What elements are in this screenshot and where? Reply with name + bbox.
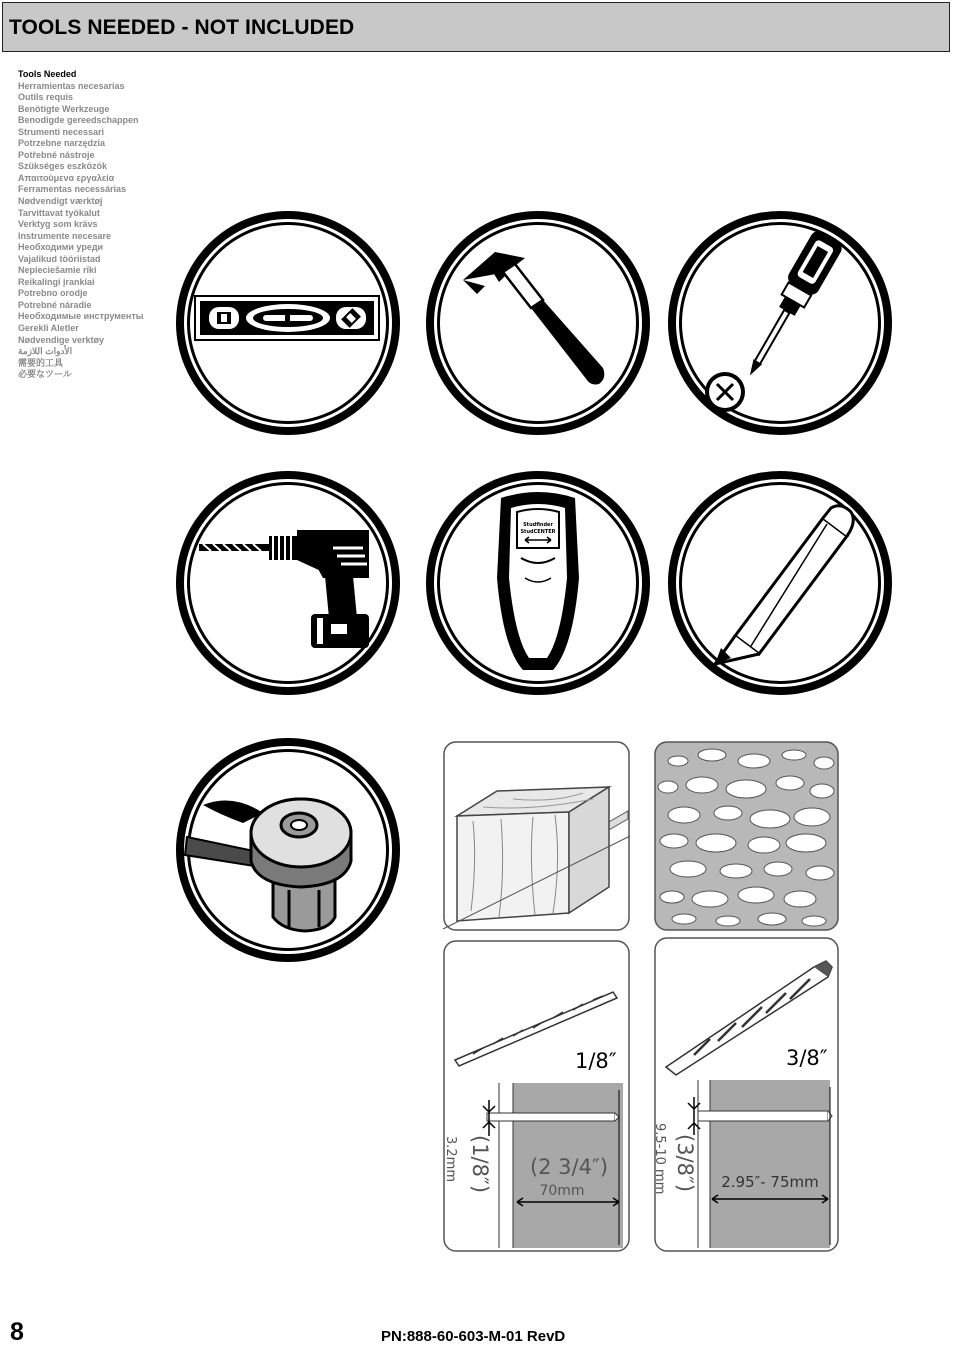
stud-finder-brand: Studfinder	[523, 522, 553, 528]
language-item: Verktyg som krävs	[18, 219, 98, 230]
language-item: Instrumente necesare	[18, 230, 112, 241]
stud-finder-icon	[423, 468, 653, 698]
language-item: Απαιτούμενα εργαλεία	[18, 172, 115, 183]
diameter-mm-label: 9.5-10 mm	[652, 1123, 667, 1195]
language-list	[18, 69, 188, 381]
language-item: الأدوات اللازمة	[18, 346, 73, 357]
level-icon	[173, 208, 403, 438]
socket-wrench-icon	[173, 735, 403, 965]
language-item: Nødvendige verktøy	[18, 334, 105, 345]
page-title: TOOLS NEEDED - NOT INCLUDED	[9, 16, 355, 39]
masonry-material-panel	[654, 741, 839, 931]
language-item: Szükséges eszközök	[18, 161, 108, 172]
language-item: Необходими уреди	[18, 242, 104, 253]
language-item: Herramientas necesarias	[18, 80, 125, 91]
diameter-inches-label: (1/8″)	[468, 1135, 492, 1194]
wood-material-panel	[443, 741, 630, 931]
language-item: Outils requis	[18, 92, 74, 103]
language-item: 必要なツール	[18, 369, 72, 380]
header-bar	[2, 2, 950, 52]
language-item: Tools Needed	[18, 69, 77, 79]
masonry-drill-guide-panel	[654, 937, 839, 1252]
page-number: 8	[10, 1318, 24, 1346]
language-item: Reikalingi įrankiai	[18, 276, 95, 287]
language-item: Potrebné náradie	[18, 299, 92, 310]
wood-drill-guide-panel	[443, 940, 630, 1252]
language-item: Nødvendigt værktøj	[18, 196, 103, 207]
pencil-icon	[665, 468, 895, 698]
language-item: Potrzebne narzędzia	[18, 138, 106, 149]
language-item: Ferramentas necessárias	[18, 184, 127, 195]
language-item: Potrebno orodje	[18, 288, 88, 299]
phillips-screwdriver-icon	[665, 208, 895, 438]
depth-label: 2.95″- 75mm	[721, 1173, 819, 1191]
bit-size-label: 3/8″	[786, 1046, 828, 1070]
language-item: Benodigde gereedschappen	[18, 115, 139, 126]
bit-size-label: 1/8″	[575, 1049, 617, 1073]
part-number: PN:888-60-603-M-01 RevD	[381, 1328, 566, 1345]
language-item: Potřebné nástroje	[18, 149, 95, 160]
language-item: Vajalikud tööriistad	[18, 253, 101, 264]
language-item: Необходимые инструменты	[18, 311, 144, 322]
depth-inches-label: (2 3/4″)	[529, 1155, 609, 1179]
hammer-icon	[423, 208, 653, 438]
stud-finder-model: StudCENTER	[520, 529, 556, 535]
language-item: Benötigte Werkzeuge	[18, 103, 110, 114]
diameter-inches-label: (3/8″)	[673, 1134, 697, 1193]
language-item: 需要的工具	[18, 357, 64, 368]
language-item: Strumenti necessari	[18, 126, 105, 137]
depth-mm-label: 70mm	[539, 1183, 585, 1199]
power-drill-icon	[173, 468, 403, 698]
language-item: Gerekli Aletler	[18, 323, 79, 334]
language-item: Nepieciešamie rīki	[18, 265, 97, 276]
language-item: Tarvittavat työkalut	[18, 207, 100, 218]
diameter-mm-label: 3.2mm	[443, 1136, 458, 1183]
